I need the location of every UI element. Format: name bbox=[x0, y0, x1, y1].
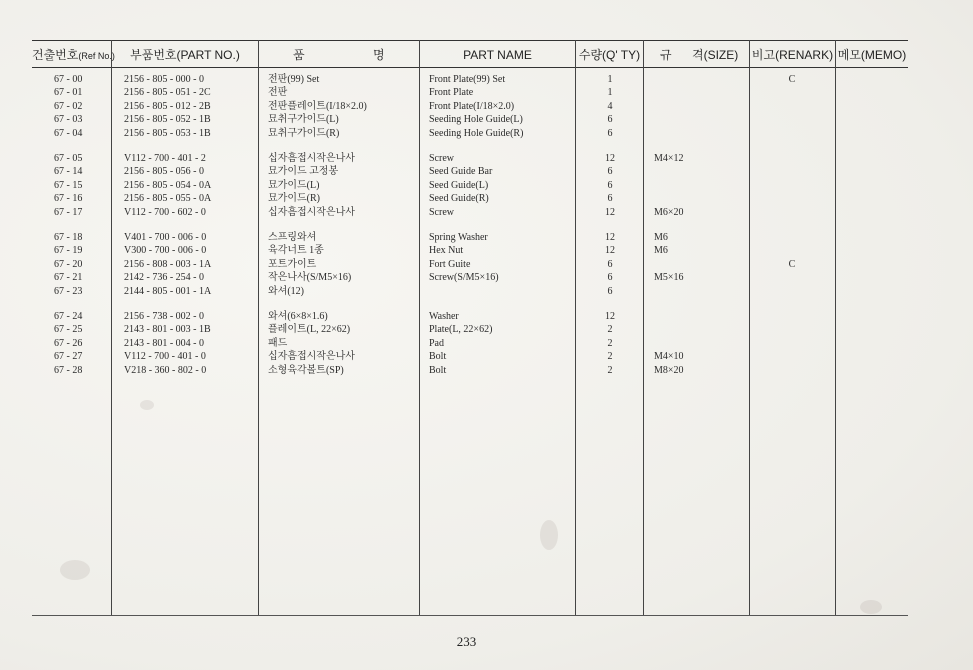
ref-no-cell: 67 - 03 bbox=[54, 114, 83, 126]
header-memo: 메모(MEMO) bbox=[837, 48, 907, 62]
part-no-cell: V112 - 700 - 602 - 0 bbox=[124, 206, 206, 218]
part-name-cell: Screw(S/M5×16) bbox=[429, 272, 499, 284]
part-name-cell: Front Plate(99) Set bbox=[429, 74, 506, 85]
table-row bbox=[32, 127, 908, 140]
korean-name-cell: 묘취구가이드(L) bbox=[268, 114, 339, 126]
quantity-cell: 6 bbox=[607, 193, 613, 205]
header-remark: 비고(RENARK) bbox=[751, 48, 834, 62]
table-row bbox=[32, 100, 908, 113]
ref-no-cell: 67 - 25 bbox=[54, 324, 83, 336]
quantity-cell: 2 bbox=[607, 351, 613, 363]
ref-no-cell: 67 - 16 bbox=[54, 193, 83, 205]
part-name-cell: Hex Nut bbox=[429, 245, 464, 257]
quantity-cell: 6 bbox=[607, 285, 613, 297]
part-no-cell: V112 - 700 - 401 - 2 bbox=[124, 153, 206, 164]
quantity-cell: 2 bbox=[607, 364, 613, 376]
part-no-cell: 2142 - 736 - 254 - 0 bbox=[124, 272, 204, 284]
size-cell: M8×20 bbox=[654, 364, 684, 376]
part-no-cell: 2143 - 801 - 004 - 0 bbox=[124, 337, 204, 349]
part-name-cell: Bolt bbox=[429, 364, 447, 376]
quantity-cell: 12 bbox=[605, 232, 615, 243]
part-name-cell: Front Plate bbox=[429, 87, 474, 99]
page-number: 233 bbox=[456, 634, 477, 649]
part-no-cell: V112 - 700 - 401 - 0 bbox=[124, 351, 206, 363]
ref-no-cell: 67 - 01 bbox=[54, 87, 83, 99]
quantity-cell: 6 bbox=[607, 127, 613, 139]
part-no-cell: 2156 - 805 - 052 - 1B bbox=[124, 114, 211, 126]
part-name-cell: Screw bbox=[429, 206, 454, 218]
quantity-cell: 12 bbox=[605, 245, 615, 257]
korean-name-cell: 십자흠접시작은나사 bbox=[268, 153, 355, 164]
table-row bbox=[32, 364, 908, 377]
part-no-cell: 2143 - 801 - 003 - 1B bbox=[124, 324, 211, 336]
header-ref-sub: (Ref No.) bbox=[78, 51, 115, 61]
korean-name-cell: 스프링와셔 bbox=[268, 232, 317, 243]
ref-no-cell: 67 - 14 bbox=[54, 166, 83, 178]
size-cell: M4×10 bbox=[654, 351, 684, 363]
header-gyu: 규 bbox=[660, 48, 672, 62]
ref-no-cell: 67 - 05 bbox=[54, 153, 83, 164]
header-part-no: 부품번호(PART NO.) bbox=[130, 48, 240, 62]
table-row bbox=[32, 323, 908, 336]
ref-no-cell: 67 - 19 bbox=[54, 245, 83, 257]
part-no-cell: 2156 - 805 - 054 - 0A bbox=[124, 179, 212, 191]
table-row bbox=[32, 86, 908, 99]
korean-name-cell: 묘가이드(L) bbox=[268, 179, 320, 191]
size-cell: M4×12 bbox=[654, 153, 684, 164]
korean-name-cell: 전판플레이트(I/18×2.0) bbox=[268, 100, 367, 112]
table-row bbox=[32, 258, 908, 271]
korean-name-cell: 묘가이드 고정봉 bbox=[268, 166, 339, 178]
header-part-name: PART NAME bbox=[463, 48, 532, 62]
ref-no-cell: 67 - 18 bbox=[54, 232, 83, 243]
korean-name-cell: 와셔(12) bbox=[268, 285, 304, 297]
parts-table bbox=[32, 40, 908, 616]
ref-no-cell: 67 - 17 bbox=[54, 206, 83, 218]
ref-no-cell: 67 - 23 bbox=[54, 285, 83, 297]
table-row bbox=[32, 285, 908, 298]
quantity-cell: 2 bbox=[607, 337, 613, 349]
quantity-cell: 1 bbox=[607, 74, 613, 85]
quantity-cell: 1 bbox=[607, 87, 613, 99]
size-cell: M5×16 bbox=[654, 272, 684, 284]
size-cell: M6 bbox=[654, 232, 668, 243]
header-myeong: 명 bbox=[373, 48, 385, 62]
part-name-cell: Plate(L, 22×62) bbox=[429, 324, 493, 336]
header-quantity: 수량(Q' TY) bbox=[578, 48, 641, 62]
header-pum: 품 bbox=[293, 48, 305, 62]
remark-cell: C bbox=[788, 74, 796, 85]
quantity-cell: 6 bbox=[607, 272, 613, 284]
table-row bbox=[32, 271, 908, 284]
header-ref-label: 건출번호 bbox=[32, 48, 79, 62]
part-name-cell: Bolt bbox=[429, 351, 447, 363]
korean-name-cell: 전판(99) Set bbox=[268, 74, 320, 85]
ref-no-cell: 67 - 20 bbox=[54, 258, 83, 270]
ref-no-cell: 67 - 28 bbox=[54, 364, 83, 376]
part-name-cell: Seeding Hole Guide(L) bbox=[429, 114, 523, 126]
table-row bbox=[32, 113, 908, 126]
part-name-cell: Seed Guide(R) bbox=[429, 193, 489, 205]
part-name-cell: Pad bbox=[429, 337, 444, 349]
header-korean-name bbox=[259, 40, 419, 67]
quantity-cell: 12 bbox=[605, 153, 615, 164]
quantity-cell: 12 bbox=[605, 206, 615, 218]
part-name-cell: Washer bbox=[429, 311, 459, 322]
part-no-cell: V300 - 700 - 006 - 0 bbox=[124, 245, 207, 257]
ref-no-cell: 67 - 24 bbox=[54, 311, 83, 322]
table-row bbox=[32, 244, 908, 257]
table-row bbox=[32, 179, 908, 192]
ref-no-cell: 67 - 02 bbox=[54, 100, 83, 112]
part-name-cell: Screw bbox=[429, 153, 454, 164]
quantity-cell: 6 bbox=[607, 114, 613, 126]
table-row bbox=[32, 206, 908, 219]
table-row bbox=[32, 192, 908, 205]
header-size bbox=[644, 40, 749, 67]
table-row bbox=[32, 310, 908, 323]
korean-name-cell: 육각너트 1종 bbox=[268, 245, 324, 257]
korean-name-cell: 묘가이드(R) bbox=[268, 193, 320, 205]
part-name-cell: Spring Washer bbox=[429, 232, 488, 243]
table-row bbox=[32, 231, 908, 244]
part-no-cell: 2156 - 808 - 003 - 1A bbox=[124, 258, 212, 270]
table-row bbox=[32, 152, 908, 165]
part-no-cell: 2144 - 805 - 001 - 1A bbox=[124, 285, 212, 297]
remark-cell: C bbox=[788, 258, 796, 270]
part-name-cell: Fort Guite bbox=[429, 258, 471, 270]
part-no-cell: V401 - 700 - 006 - 0 bbox=[124, 232, 207, 243]
part-name-cell: Seed Guide(L) bbox=[429, 179, 489, 191]
korean-name-cell: 소형육각볼트(SP) bbox=[268, 364, 344, 376]
part-no-cell: V218 - 360 - 802 - 0 bbox=[124, 364, 207, 376]
korean-name-cell: 전판 bbox=[268, 87, 288, 99]
header-rule bbox=[32, 67, 908, 68]
korean-name-cell: 플레이트(L, 22×62) bbox=[268, 324, 351, 336]
korean-name-cell: 묘취구가이드(R) bbox=[268, 127, 340, 139]
part-no-cell: 2156 - 805 - 051 - 2C bbox=[124, 87, 211, 99]
korean-name-cell: 패드 bbox=[268, 337, 288, 349]
table-row bbox=[32, 337, 908, 350]
ref-no-cell: 67 - 26 bbox=[54, 337, 83, 349]
quantity-cell: 12 bbox=[605, 311, 615, 322]
quantity-cell: 2 bbox=[607, 324, 613, 336]
part-name-cell: Seed Guide Bar bbox=[429, 166, 493, 178]
quantity-cell: 6 bbox=[607, 179, 613, 191]
korean-name-cell: 와셔(6×8×1.6) bbox=[268, 311, 328, 322]
part-no-cell: 2156 - 805 - 056 - 0 bbox=[124, 166, 204, 178]
header-gyeok: 격(SIZE) bbox=[692, 48, 739, 62]
part-no-cell: 2156 - 805 - 055 - 0A bbox=[124, 193, 212, 205]
part-no-cell: 2156 - 805 - 012 - 2B bbox=[124, 100, 211, 112]
korean-name-cell: 십자흠접시작은나사 bbox=[268, 351, 355, 363]
part-name-cell: Front Plate(I/18×2.0) bbox=[429, 100, 515, 112]
ref-no-cell: 67 - 04 bbox=[54, 127, 83, 139]
header-ref-no bbox=[32, 40, 115, 67]
part-no-cell: 2156 - 805 - 053 - 1B bbox=[124, 127, 211, 139]
quantity-cell: 6 bbox=[607, 258, 613, 270]
korean-name-cell: 작은나사(S/M5×16) bbox=[268, 272, 352, 284]
table-row bbox=[32, 350, 908, 363]
ref-no-cell: 67 - 27 bbox=[54, 351, 83, 363]
size-cell: M6×20 bbox=[654, 206, 684, 218]
quantity-cell: 6 bbox=[607, 166, 613, 178]
korean-name-cell: 포트가이트 bbox=[268, 258, 317, 270]
quantity-cell: 4 bbox=[607, 100, 613, 112]
ref-no-cell: 67 - 21 bbox=[54, 272, 83, 284]
ref-no-cell: 67 - 15 bbox=[54, 179, 83, 191]
part-no-cell: 2156 - 805 - 000 - 0 bbox=[124, 74, 204, 85]
part-no-cell: 2156 - 738 - 002 - 0 bbox=[124, 311, 204, 322]
korean-name-cell: 십자흠접시작은나사 bbox=[268, 206, 355, 218]
ref-no-cell: 67 - 00 bbox=[54, 74, 83, 85]
table-row bbox=[32, 73, 908, 86]
part-name-cell: Seeding Hole Guide(R) bbox=[429, 127, 524, 139]
table-row bbox=[32, 165, 908, 178]
footer-rule bbox=[32, 615, 908, 616]
size-cell: M6 bbox=[654, 245, 668, 257]
